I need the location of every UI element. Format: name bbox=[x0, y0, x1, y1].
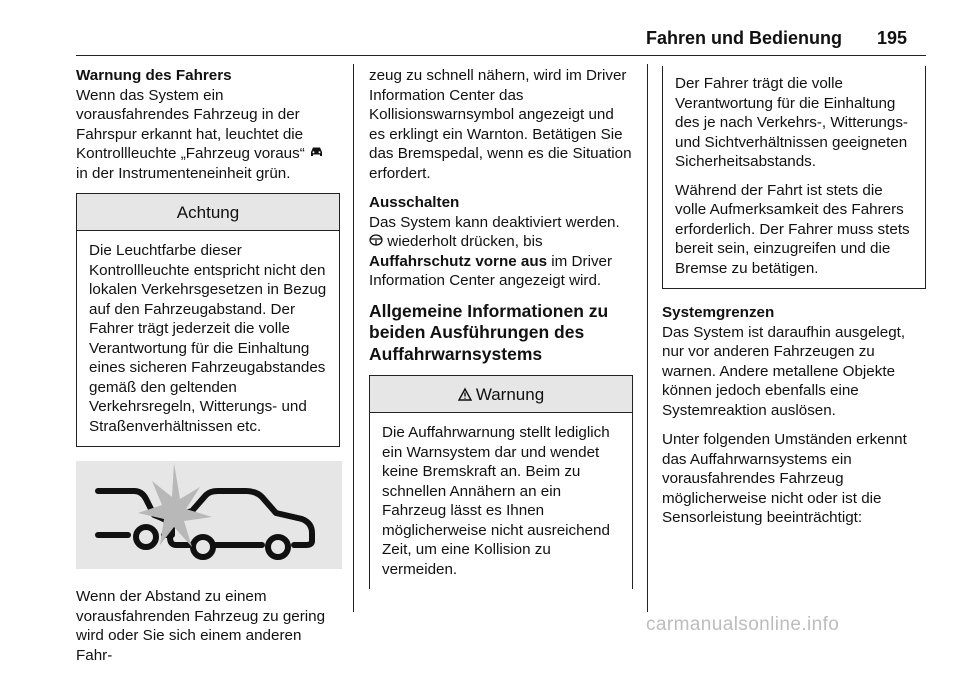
page-number: 195 bbox=[877, 28, 908, 48]
box-paragraph-attention: Während der Fahrt ist stets die volle Aufmerksamkeit des Fahrers erforderlich. Der Fahrer muss stets bereit sein, einzugreifen und die Bremse zu betätigen. bbox=[675, 181, 910, 277]
watermark: carmanualsonline.info bbox=[646, 614, 840, 635]
section-heading-driver-warning: Warnung des Fahrers bbox=[76, 67, 232, 84]
section-heading-switch-off: Ausschalten bbox=[369, 194, 460, 211]
paragraph-distance-too-small: Wenn der Abstand zu einem vorausfahrenden Fahrzeug zu gering wird oder Sie sich einem anderen Fahr- bbox=[76, 588, 326, 664]
chapter-title: Fahren und Bedienung bbox=[646, 28, 842, 48]
warning-box bbox=[369, 375, 633, 589]
collision-illustration bbox=[76, 461, 342, 569]
caution-box bbox=[76, 193, 340, 447]
paragraph-system-limits: Das System ist daraufhin ausgelegt, nur vor anderen Fahrzeugen zu warnen. Andere metallene Objekte können jedoch ebenfalls eine Systemreaktion auslösen. bbox=[662, 323, 906, 419]
paragraph-conditions: Unter folgenden Umständen erkennt das Auffahrwarnsystems ein vorausfahrendes Fahrzeug möglicherweise nicht oder ist die Sensorleistung beeinträchtigt: bbox=[662, 431, 907, 526]
column-3 bbox=[662, 66, 926, 538]
section-heading-general-info: Allgemeine Informationen zu beiden Ausführungen des Auffahrwarnsystems bbox=[369, 300, 609, 364]
page-header bbox=[0, 26, 960, 56]
vehicle-ahead-icon bbox=[309, 146, 324, 158]
section-heading-system-limits: Systemgrenzen bbox=[662, 304, 775, 321]
paragraph-switch-off: Das System kann deaktiviert werden. wiederholt drücken, bis Auffahrschutz vorne aus im Driver Information Center angezeigt wird. bbox=[369, 213, 620, 289]
column-divider-1 bbox=[353, 64, 354, 612]
steering-wheel-icon bbox=[369, 234, 383, 246]
warning-triangle-icon bbox=[458, 388, 472, 401]
warning-title: Warnung bbox=[370, 376, 632, 413]
box-paragraph-responsibility: Der Fahrer trägt die volle Verantwortung für die Einhaltung des je nach Verkehrs-, Witterungs- und Sichtverhältnissen geeigneten Sicherheitsabstands. bbox=[675, 75, 908, 170]
header-rule bbox=[76, 55, 926, 56]
paragraph-collision-symbol: zeug zu schnell nähern, wird im Driver Information Center das Kollisionswarnsymbol angezeigt und es erklingt ein Warnton. Betätigen Sie das Bremspedal, wenn es die Situation erfordert. bbox=[369, 67, 632, 182]
paragraph-vehicle-ahead: Wenn das System ein vorausfahrendes Fahrzeug in der Fahrspur erkannt hat, leuchtet die Kontrollleuchte „Fahrzeug voraus“ in der Instrumenteneinheit grün. bbox=[76, 86, 340, 184]
caution-text: Die Leuchtfarbe dieser Kontrollleuchte entspricht nicht den lokalen Verkehrsgesetzen in Bezug auf den Fahrzeugabstand. Der Fahrer trägt jederzeit die volle Verantwortung für die Einhaltung eines sicheren Fahrzeugabstandes gemäß den geltenden Verkehrsregeln, Witterungs- und Straßenverhältnissen etc. bbox=[89, 242, 327, 435]
column-1 bbox=[76, 66, 340, 675]
column-2 bbox=[369, 66, 633, 589]
column-divider-2 bbox=[647, 64, 648, 612]
warning-text: Die Auffahrwarnung stellt lediglich ein Warnsystem dar und wendet keine Bremskraft an. Beim zu schnellen Annähern an ein Fahrzeug lässt es Ihnen möglicherweise nicht ausreichend Zeit, um eine Kollision zu vermeiden. bbox=[382, 424, 610, 578]
continued-warning-box bbox=[662, 66, 926, 289]
caution-title: Achtung bbox=[77, 194, 339, 231]
